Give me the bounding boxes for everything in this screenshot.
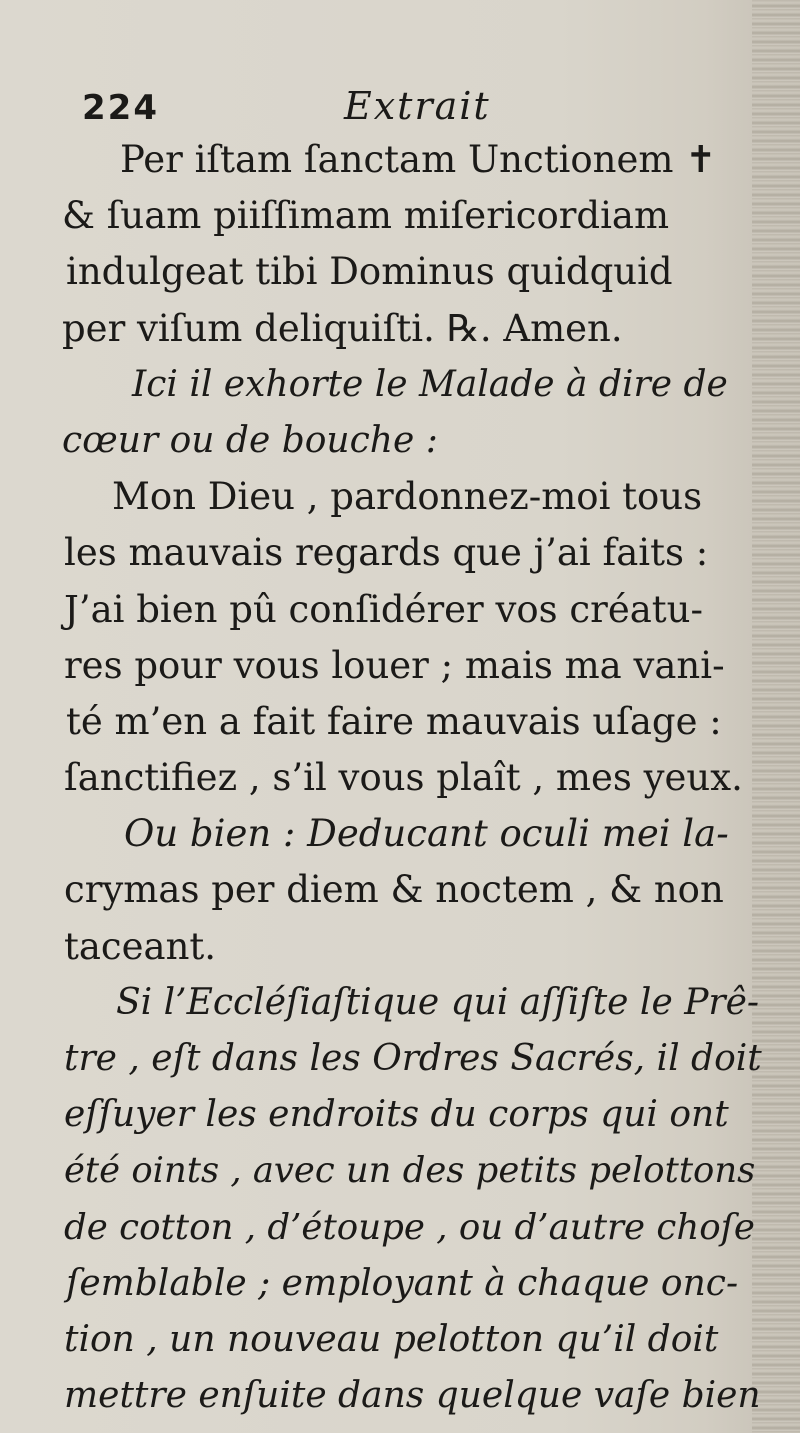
body-text <box>62 132 762 1424</box>
text-line: été oints , avec un des petits pelottons <box>64 1150 756 1192</box>
text-line: Ou bien : Deducant oculi mei la- <box>124 812 729 856</box>
text-line: té m’en a fait faire mauvais uſage : <box>66 699 722 743</box>
text-line: Per iſtam ſanctam Unctionem ✝ <box>120 138 717 181</box>
text-line: tion , un nouveau pelotton qu’il doit <box>64 1318 719 1360</box>
text-line: les mauvais regards que j’ai faits : <box>64 531 709 575</box>
text-line: ſemblable ; employant à chaque onc- <box>66 1262 739 1304</box>
text-line: tre , eſt dans les Ordres Sacrés, il doit <box>64 1038 762 1079</box>
page-header <box>82 84 682 132</box>
text-line: crymas per diem & noctem , & non <box>64 868 724 912</box>
text-line: eſſuyer les endroits du corps qui ont <box>64 1094 729 1136</box>
text-line: res pour vous louer ; mais ma vani- <box>64 643 725 687</box>
text-line: per viſum deliquiſti. ℞. Amen. <box>62 306 623 350</box>
text-line: taceant. <box>64 924 217 968</box>
text-line: indulgeat tibi Dominus quidquid <box>66 250 673 294</box>
text-line: mettre enſuite dans quelque vaſe bien <box>64 1375 761 1417</box>
running-head: Extrait <box>344 84 491 128</box>
text-line: Mon Dieu , pardonnez-moi tous <box>112 475 703 519</box>
text-line: & ſuam piiſſimam miſericordiam <box>62 194 670 238</box>
page-number: 224 <box>82 88 159 128</box>
text-line: Si l’Eccléſiaſtique qui aſſiſte le Prê- <box>116 981 760 1023</box>
text-line: Ici il exhorte le Malade à dire de <box>132 363 728 405</box>
text-line: de cotton , d’étoupe , ou d’autre choſe <box>64 1206 755 1248</box>
text-line: ſanctifiez , s’il vous plaît , mes yeux. <box>64 756 743 800</box>
text-line: J’ai bien pû conſidérer vos créatu- <box>64 587 703 631</box>
text-line: cœur ou de bouche : <box>62 419 438 461</box>
